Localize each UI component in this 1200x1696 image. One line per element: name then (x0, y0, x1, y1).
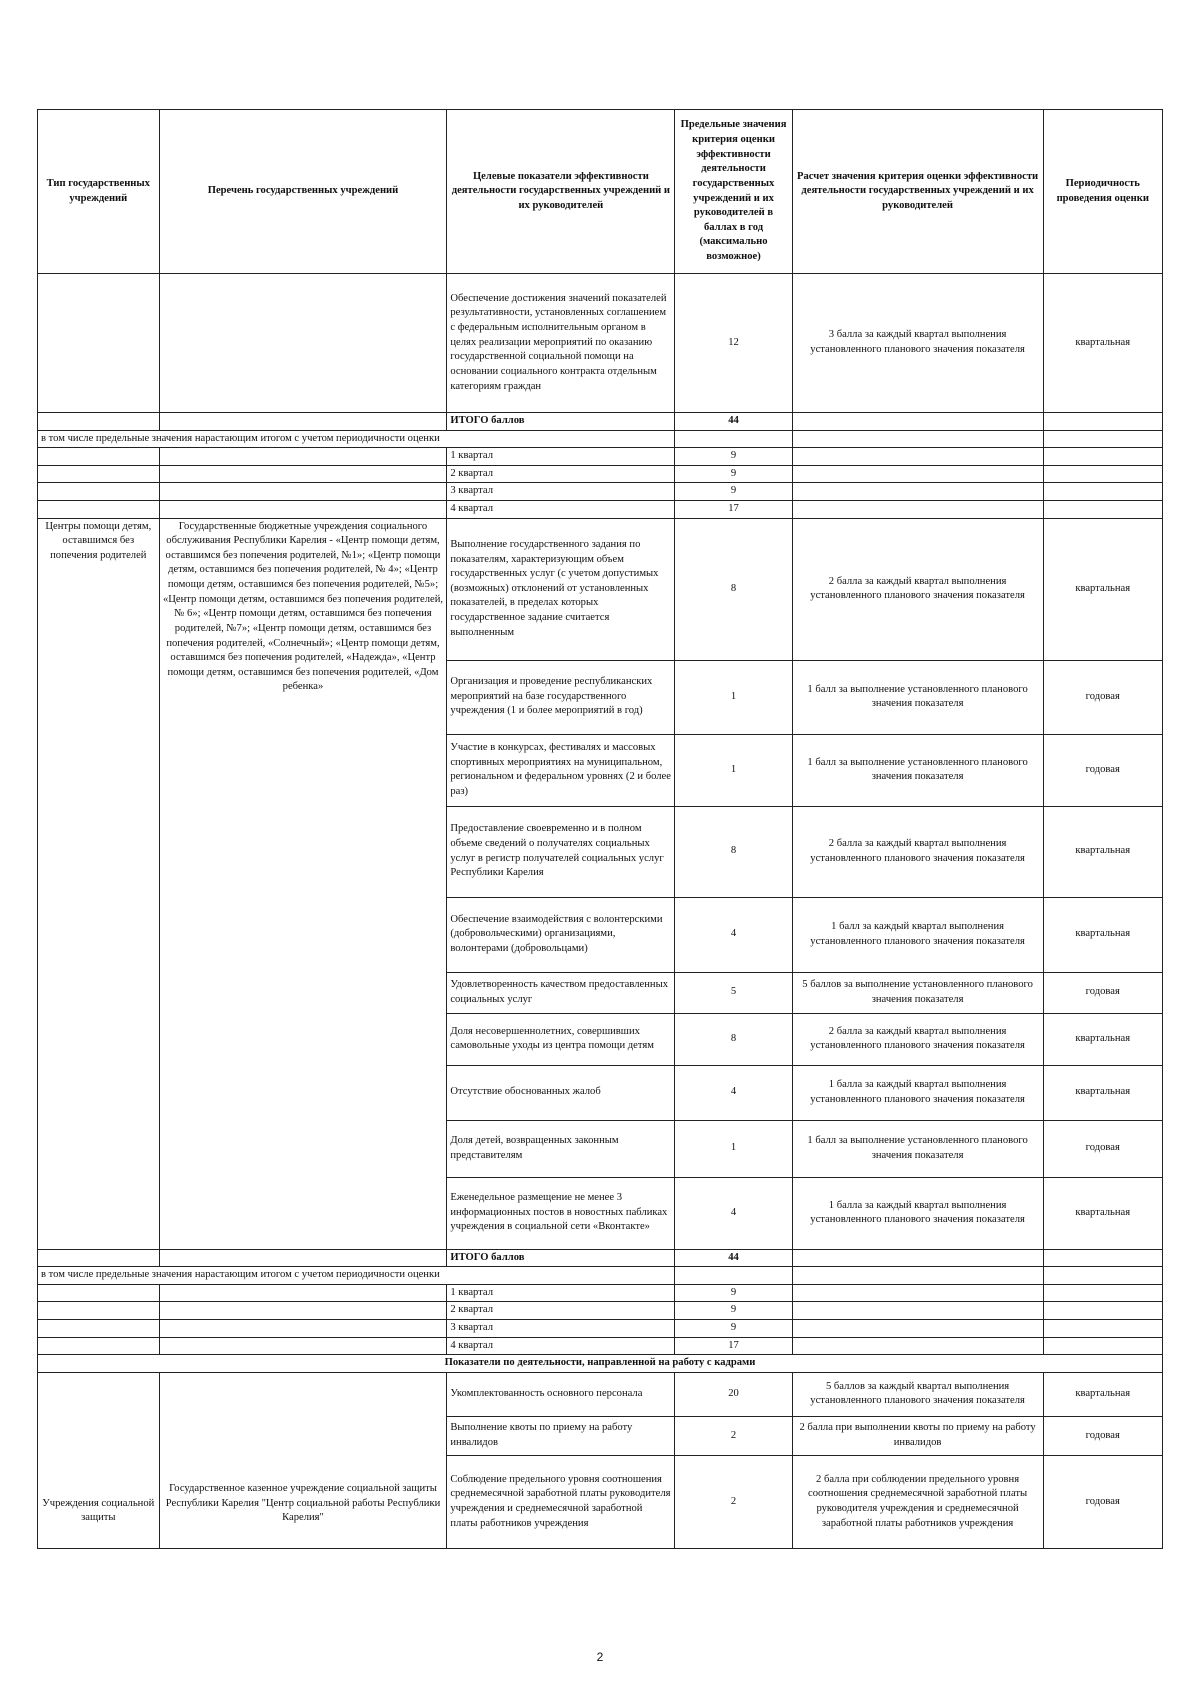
points-cell: 4 (675, 1065, 792, 1120)
quarter-row (38, 465, 1163, 483)
calc-cell: 1 балл за выполнение установленного планового значения показателя (792, 1120, 1043, 1177)
calc-cell: 1 балл за каждый квартал выполнения установленного планового значения показателя (792, 897, 1043, 972)
points-cell: 8 (675, 518, 792, 660)
section-title: Показатели по деятельности, направленной на работу с кадрами (38, 1355, 1163, 1373)
period-cell: квартальная (1043, 1065, 1163, 1120)
period-cell: квартальная (1043, 1013, 1163, 1065)
calc-cell: 2 балла за каждый квартал выполнения установленного планового значения показателя (792, 806, 1043, 897)
quarter-value: 17 (675, 1337, 792, 1355)
calc-cell: 2 балла при соблюдении предельного уровня соотношения среднемесячной заработной платы руководителя учреждения и среднемесячной заработной платы работников учреждения (792, 1455, 1043, 1548)
indicator-cell: Удовлетворенность качеством предоставленных социальных услуг (447, 972, 675, 1013)
indicator-cell: Предоставление своевременно и в полном объеме сведений о получателях социальных услуг в регистр получателей социальных услуг Республики Карелия (447, 806, 675, 897)
quarter-value: 9 (675, 465, 792, 483)
quarter-label: 2 квартал (447, 1302, 675, 1320)
header-target: Целевые показатели эффективности деятельности государственных учреждений и их руководителей (447, 110, 675, 274)
indicator-cell: Выполнение государственного задания по показателям, характеризующим объем государственных услуг (с учетом допустимых (возможных) отклонений от установленных показателей, в пределах которых государственное задание считается выполненным (447, 518, 675, 660)
list-cell (159, 274, 447, 413)
section-row (38, 1355, 1163, 1373)
quarter-value: 17 (675, 501, 792, 519)
quarter-label: 3 квартал (447, 1320, 675, 1338)
indicator-cell: Отсутствие обоснованных жалоб (447, 1065, 675, 1120)
period-cell: квартальная (1043, 274, 1163, 413)
quarter-label: 4 квартал (447, 1337, 675, 1355)
table-row (38, 274, 1163, 413)
points-cell: 1 (675, 660, 792, 734)
indicator-cell: Еженедельное размещение не менее 3 информационных постов в новостных пабликах учреждения в социальной сети «Вконтакте» (447, 1177, 675, 1249)
header-calc: Расчет значения критерия оценки эффективности деятельности государственных учреждений и их руководителей (792, 110, 1043, 274)
calc-cell: 1 балла за каждый квартал выполнения установленного планового значения показателя (792, 1177, 1043, 1249)
quarter-row (38, 1337, 1163, 1355)
quarter-value: 9 (675, 1320, 792, 1338)
points-cell: 4 (675, 897, 792, 972)
calc-cell: 2 балла за каждый квартал выполнения установленного планового значения показателя (792, 518, 1043, 660)
total-value: 44 (675, 413, 792, 431)
calc-cell: 2 балла при выполнении квоты по приему на работу инвалидов (792, 1416, 1043, 1455)
period-cell: годовая (1043, 1416, 1163, 1455)
period-cell: квартальная (1043, 1372, 1163, 1416)
indicator-cell: Соблюдение предельного уровня соотношения среднемесячной заработной платы руководителя учреждения и среднемесячной заработной платы работников учреждения (447, 1455, 675, 1548)
quarter-value: 9 (675, 1284, 792, 1302)
quarter-row (38, 1302, 1163, 1320)
quarter-label: 2 квартал (447, 465, 675, 483)
cumulative-row (38, 430, 1163, 448)
period-cell: квартальная (1043, 1177, 1163, 1249)
period-cell: квартальная (1043, 518, 1163, 660)
points-cell: 8 (675, 1013, 792, 1065)
points-cell: 2 (675, 1455, 792, 1548)
quarter-label: 1 квартал (447, 448, 675, 466)
calc-cell: 1 балла за каждый квартал выполнения установленного планового значения показателя (792, 1065, 1043, 1120)
indicator-cell: Обеспечение взаимодействия с волонтерскими (добровольческими) организациями, волонтерами (добровольцами) (447, 897, 675, 972)
header-row (38, 110, 1163, 274)
header-list: Перечень государственных учреждений (159, 110, 447, 274)
cumulative-row (38, 1267, 1163, 1285)
cumulative-label: в том числе предельные значения нарастающим итогом с учетом периодичности оценки (38, 1267, 675, 1285)
points-cell: 1 (675, 1120, 792, 1177)
page-number: 2 (596, 1650, 604, 1664)
quarter-value: 9 (675, 448, 792, 466)
calc-cell: 2 балла за каждый квартал выполнения установленного планового значения показателя (792, 1013, 1043, 1065)
total-label: ИТОГО баллов (447, 413, 675, 431)
total-row (38, 1249, 1163, 1267)
calc-cell: 5 баллов за выполнение установленного планового значения показателя (792, 972, 1043, 1013)
indicator-cell: Участие в конкурсах, фестивалях и массовых спортивных мероприятиях на муниципальном, региональном и федеральном уровнях (2 и более раз) (447, 734, 675, 806)
quarter-row (38, 501, 1163, 519)
list-cell: Государственные бюджетные учреждения социального обслуживания Республики Карелия - «Центр помощи детям, оставшимся без попечения родителей, №1»; «Центр помощи детям, оставшимся без попечения родителей, № 4»; «Центр помощи детям, оставшимся без попечения родителей, №5»; «Центр помощи детям, оставшимся без попечения родителей, № 6»; «Центр помощи детям, оставшимся без попечения родителей, №7»; «Центр помощи детям, оставшимся без попечения родителей, «Солнечный»; «Центр помощи детям, оставшимся без попечения родителей, «Надежда», «Центр помощи детям, оставшимся без попечения родителей, «Дом ребенка» (159, 518, 447, 1249)
table-row (38, 1372, 1163, 1416)
quarter-value: 9 (675, 483, 792, 501)
total-label: ИТОГО баллов (447, 1249, 675, 1267)
quarter-label: 1 квартал (447, 1284, 675, 1302)
calc-cell: 3 балла за каждый квартал выполнения установленного планового значения показателя (792, 274, 1043, 413)
total-value: 44 (675, 1249, 792, 1267)
period-cell: годовая (1043, 1455, 1163, 1548)
indicator-cell: Выполнение квоты по приему на работу инвалидов (447, 1416, 675, 1455)
points-cell: 12 (675, 274, 792, 413)
points-cell: 4 (675, 1177, 792, 1249)
indicator-cell: Доля несовершеннолетних, совершивших самовольные уходы из центра помощи детям (447, 1013, 675, 1065)
type-cell: Центры помощи детям, оставшимся без попечения родителей (38, 518, 160, 1249)
indicator-cell: Укомплектованность основного персонала (447, 1372, 675, 1416)
points-cell: 8 (675, 806, 792, 897)
type-cell (38, 274, 160, 413)
calc-cell: 5 баллов за каждый квартал выполнения установленного планового значения показателя (792, 1372, 1043, 1416)
quarter-row (38, 1284, 1163, 1302)
total-row (38, 413, 1163, 431)
period-cell: годовая (1043, 1120, 1163, 1177)
quarter-label: 4 квартал (447, 501, 675, 519)
header-type: Тип государственных учреждений (38, 110, 160, 274)
quarter-label: 3 квартал (447, 483, 675, 501)
quarter-row (38, 1320, 1163, 1338)
calc-cell: 1 балл за выполнение установленного планового значения показателя (792, 660, 1043, 734)
indicator-cell: Доля детей, возвращенных законным представителям (447, 1120, 675, 1177)
indicator-cell: Организация и проведение республиканских мероприятий на базе государственного учреждения (1 и более мероприятий в год) (447, 660, 675, 734)
cumulative-label: в том числе предельные значения нарастающим итогом с учетом периодичности оценки (38, 430, 675, 448)
type-cell: Учреждения социальной защиты (38, 1372, 160, 1548)
criteria-table (37, 109, 1163, 1549)
period-cell: годовая (1043, 972, 1163, 1013)
period-cell: квартальная (1043, 806, 1163, 897)
quarter-value: 9 (675, 1302, 792, 1320)
period-cell: годовая (1043, 734, 1163, 806)
calc-cell: 1 балл за выполнение установленного планового значения показателя (792, 734, 1043, 806)
quarter-row (38, 483, 1163, 501)
header-period: Периодичность проведения оценки (1043, 110, 1163, 274)
points-cell: 20 (675, 1372, 792, 1416)
table-row (38, 518, 1163, 660)
period-cell: годовая (1043, 660, 1163, 734)
quarter-row (38, 448, 1163, 466)
header-limit: Предельные значения критерия оценки эффективности деятельности государственных учреждений и их руководителей в баллах в год (максимально возможное) (675, 110, 792, 274)
period-cell: квартальная (1043, 897, 1163, 972)
indicator-cell: Обеспечение достижения значений показателей результативности, установленных соглашением с федеральным исполнительным органом в целях реализации мероприятий по оказанию государственной социальной помощи на основании социального контракта отдельным категориям граждан (447, 274, 675, 413)
points-cell: 5 (675, 972, 792, 1013)
points-cell: 1 (675, 734, 792, 806)
list-cell: Государственное казенное учреждение социальной защиты Республики Карелия "Центр социальной работы Республики Карелия" (159, 1372, 447, 1548)
points-cell: 2 (675, 1416, 792, 1455)
